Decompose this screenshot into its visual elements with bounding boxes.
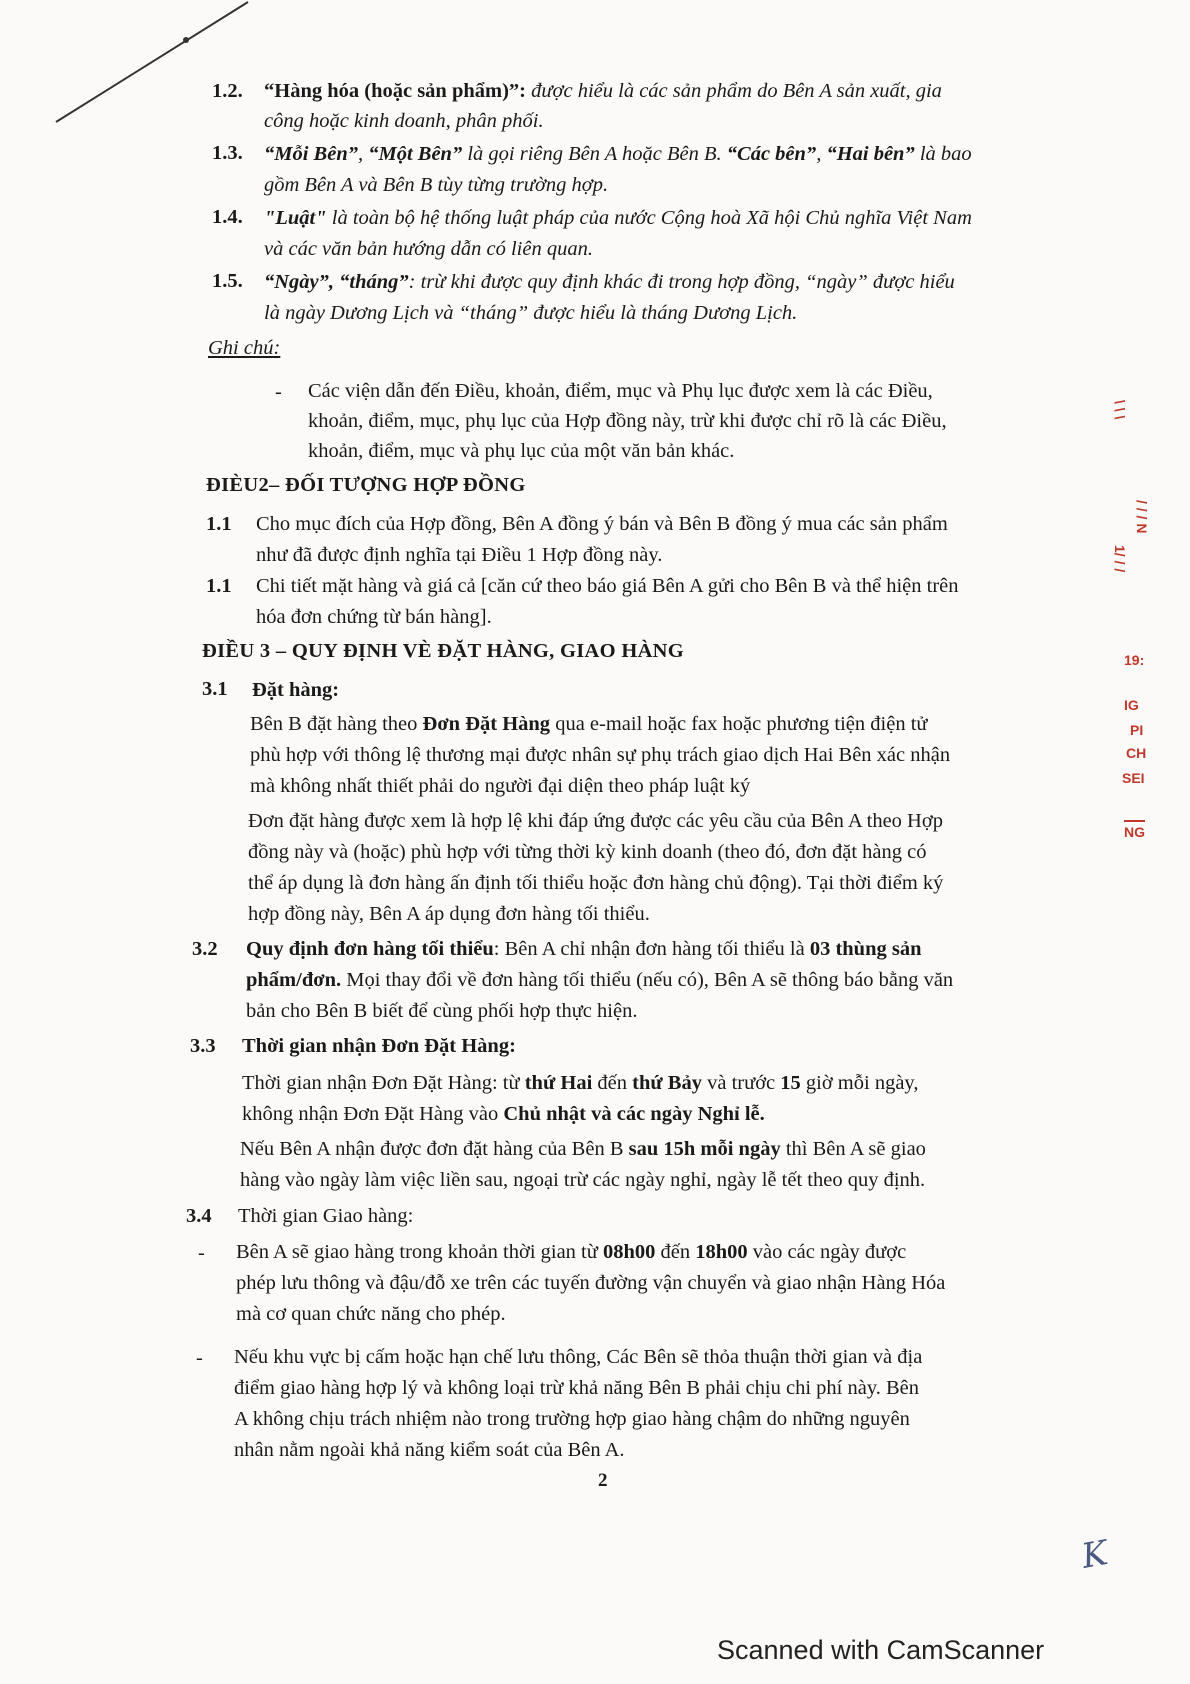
item-1-4-line2: và các văn bản hướng dẫn có liên quan.: [264, 238, 593, 260]
item-1-5-line1: “Ngày”, “tháng”: trừ khi được quy định khác đi trong hợp đồng, “ngày” được hiểu: [264, 271, 955, 293]
item-number-1-3: 1.3.: [212, 142, 243, 164]
stamp-fragment-3: 1/ / /: [1112, 545, 1128, 573]
stamp-fragment-7: CH: [1126, 745, 1147, 761]
section2-item-b-line1: Chi tiết mặt hàng và giá cả [căn cứ theo báo giá Bên A gửi cho Bên B và thể hiện trên: [256, 575, 959, 597]
camscanner-watermark: Scanned with CamScanner: [717, 1635, 1045, 1665]
stamp-fragment-8: SEI: [1122, 770, 1145, 786]
s31-title: Đặt hàng:: [252, 679, 340, 701]
stamp-fragment-5: IG: [1124, 697, 1139, 713]
s31-p1-line2: phù hợp với thông lệ thương mại được nhân sự phụ trách giao dịch Hai Bên xác nhận: [250, 744, 951, 766]
s32-line1: Quy định đơn hàng tối thiểu: Bên A chỉ nhận đơn hàng tối thiểu là 03 thùng sản: [246, 938, 922, 960]
s34-b1-line3: mà cơ quan chức năng cho phép.: [236, 1303, 506, 1325]
item-number-1-2: 1.2.: [212, 80, 243, 102]
item-number-1-4: 1.4.: [212, 206, 243, 228]
page-number: 2: [598, 1470, 608, 1491]
stamp-fragment-9: NG: [1124, 820, 1145, 840]
stamp-fragment-2: / / / N: [1134, 500, 1150, 534]
item-1-4-line1: "Luật" là toàn bộ hệ thống luật pháp của nước Cộng hoà Xã hội Chủ nghĩa Việt Nam: [264, 207, 972, 229]
s34-number: 3.4: [186, 1205, 212, 1227]
item-number-1-5: 1.5.: [212, 270, 243, 292]
s32-number: 3.2: [192, 938, 218, 960]
item-1-2-line2: công hoặc kinh doanh, phân phối.: [264, 110, 544, 132]
s34-b2-line3: A không chịu trách nhiệm nào trong trường hợp giao hàng chậm do những nguyên: [234, 1408, 910, 1430]
s33-number: 3.3: [190, 1035, 216, 1057]
section3-heading: ĐIỀU 3 – QUY ĐỊNH VÈ ĐẶT HÀNG, GIAO HÀNG: [202, 640, 685, 662]
s31-p2-line2: đồng này và (hoặc) phù hợp với từng thời kỳ kinh doanh (theo đó, đơn đặt hàng có: [248, 841, 927, 863]
s32-line3: bản cho Bên B biết để cùng phối hợp thực hiện.: [246, 1000, 638, 1022]
section2-item-a-number: 1.1: [206, 513, 232, 535]
section2-item-a-line1: Cho mục đích của Hợp đồng, Bên A đồng ý bán và Bên B đồng ý mua các sản phẩm: [256, 513, 948, 535]
section2-heading: ĐIÈU2– ĐỐI TƯỢNG HỢP ĐỒNG: [206, 474, 526, 496]
note-line-3: khoản, điểm, mục và phụ lục của một văn bản khác.: [308, 440, 735, 462]
s34-b2-line4: nhân nằm ngoài khả năng kiểm soát của Bên A.: [234, 1439, 625, 1461]
s33-title: Thời gian nhận Đơn Đặt Hàng:: [242, 1035, 516, 1057]
item-1-2-line1: “Hàng hóa (hoặc sản phẩm)”: được hiểu là các sản phẩm do Bên A sản xuất, gia: [264, 80, 942, 102]
s34-b1-line1: Bên A sẽ giao hàng trong khoản thời gian từ 08h00 đến 18h00 vào các ngày được: [236, 1241, 907, 1263]
s34-b2-line2: điểm giao hàng hợp lý và không loại trừ khả năng Bên B phải chịu chi phí này. Bên: [234, 1377, 920, 1399]
item-1-3-line2: gồm Bên A và Bên B tùy từng trường hợp.: [264, 174, 609, 196]
s34-b2-line1: Nếu khu vực bị cấm hoặc hạn chế lưu thông, Các Bên sẽ thỏa thuận thời gian và địa: [234, 1346, 923, 1368]
s33-line4: hàng vào ngày làm việc liền sau, ngoại trừ các ngày nghỉ, ngày lễ tết theo quy định.: [240, 1169, 926, 1191]
stamp-fragment-4: 19:: [1124, 652, 1145, 668]
stamp-fragment-6: PI: [1130, 722, 1144, 738]
section2-item-b-number: 1.1: [206, 575, 232, 597]
s34-b1-line2: phép lưu thông và đậu/đỗ xe trên các tuyến đường vận chuyển và giao nhận Hàng Hóa: [236, 1272, 946, 1294]
section2-item-a-line2: như đã được định nghĩa tại Điều 1 Hợp đồng này.: [256, 544, 663, 566]
s33-line3: Nếu Bên A nhận được đơn đặt hàng của Bên B sau 15h mỗi ngày thì Bên A sẽ giao: [240, 1138, 926, 1160]
s34-bullet-1: -: [198, 1242, 205, 1264]
item-1-3-line1: “Mỗi Bên”, “Một Bên” là gọi riêng Bên A hoặc Bên B. “Các bên”, “Hai bên” là bao: [264, 143, 972, 165]
note-line-2: khoản, điểm, mục, phụ lục của Hợp đồng này, trừ khi được chỉ rõ là các Điều,: [308, 410, 947, 432]
signature-initials: K: [1078, 1533, 1111, 1577]
item-1-5-line2: là ngày Dương Lịch và “tháng” được hiểu là tháng Dương Lịch.: [264, 302, 798, 324]
s31-p1-line1: Bên B đặt hàng theo Đơn Đặt Hàng qua e-mail hoặc fax hoặc phương tiện điện tử: [250, 713, 928, 735]
s32-line2: phẩm/đơn. Mọi thay đổi về đơn hàng tối thiểu (nếu có), Bên A sẽ thông báo bằng văn: [246, 969, 954, 991]
section2-item-b-line2: hóa đơn chứng từ bán hàng].: [256, 606, 492, 628]
s33-line1: Thời gian nhận Đơn Đặt Hàng: từ thứ Hai đến thứ Bảy và trước 15 giờ mỗi ngày,: [242, 1072, 919, 1094]
s31-p2-line1: Đơn đặt hàng được xem là hợp lệ khi đáp ứng được các yêu cầu của Bên A theo Hợp: [248, 810, 943, 832]
s34-bullet-2: -: [196, 1347, 203, 1369]
note-bullet: -: [275, 381, 282, 403]
s34-title: Thời gian Giao hàng:: [238, 1205, 414, 1227]
scan-artifact-line: [0, 0, 280, 130]
note-line-1: Các viện dẫn đến Điều, khoản, điểm, mục và Phụ lục được xem là các Điều,: [308, 380, 933, 402]
s31-number: 3.1: [202, 678, 228, 700]
s31-p2-line4: hợp đồng này, Bên A áp dụng đơn hàng tối thiểu.: [248, 903, 650, 925]
s33-line2: không nhận Đơn Đặt Hàng vào Chủ nhật và các ngày Nghỉ lễ.: [242, 1103, 765, 1125]
stamp-fragment-1: \ \ \: [1112, 400, 1128, 420]
note-label: Ghi chú:: [208, 337, 281, 359]
s31-p2-line3: thể áp dụng là đơn hàng ấn định tối thiểu hoặc đơn hàng chủ động). Tại thời điểm ký: [248, 872, 944, 894]
s31-p1-line3: mà không nhất thiết phải do người đại diện theo pháp luật ký: [250, 775, 751, 797]
